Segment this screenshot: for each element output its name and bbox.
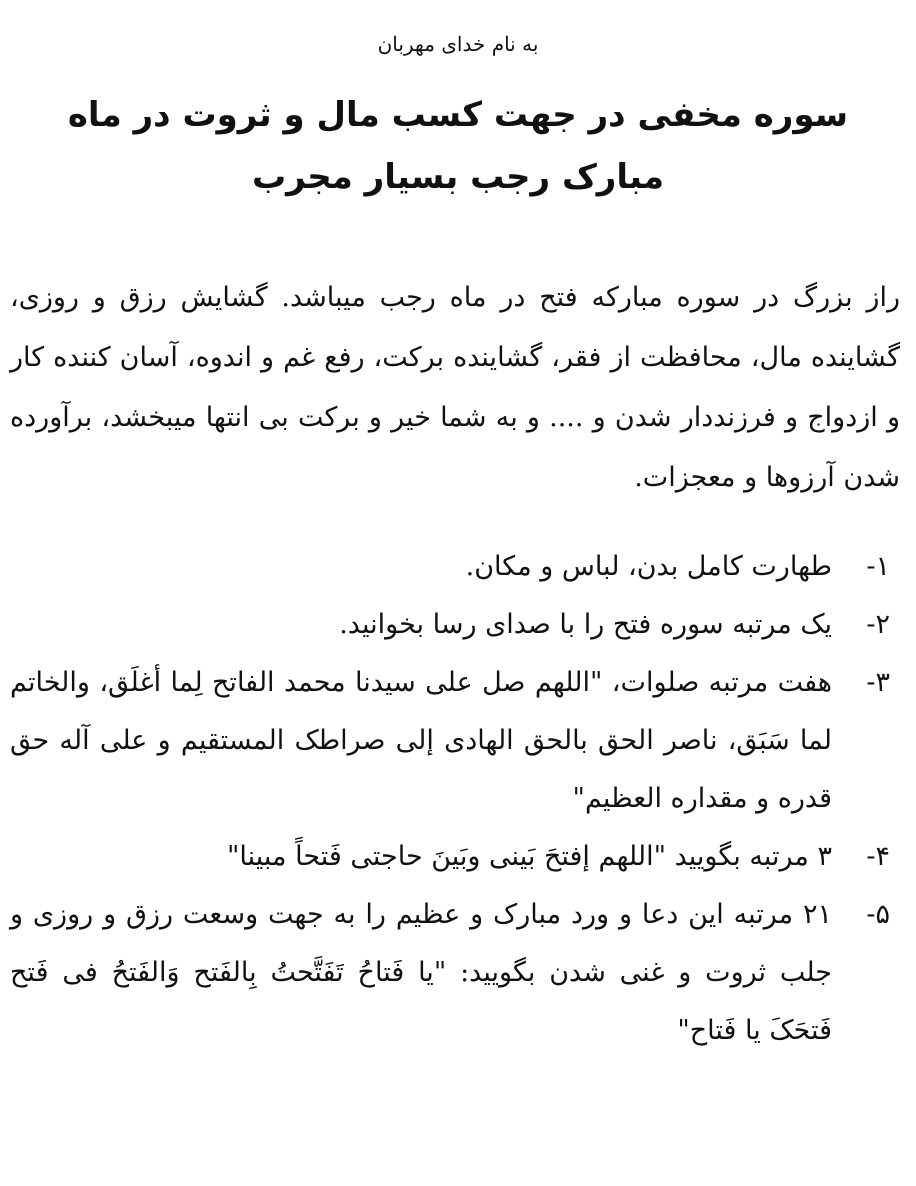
list-item <box>10 538 900 596</box>
step-text: طهارت کامل بدن، لباس و مکان. <box>465 551 832 582</box>
step-number: ۴- <box>866 841 890 872</box>
list-item <box>10 654 900 828</box>
step-number: ۱- <box>866 551 890 582</box>
intro-paragraph: راز بزرگ در سوره مبارکه فتح در ماه رجب میباشد. گشایش رزق و روزی، گشاینده مال، محافظت از فقر، گشاینده برکت، رفع غم و اندوه، آسان کننده کار و ازدواج و فرزنددار شدن و .... و به شما خیر و برکت بی انتها میبخشد، برآورده شدن آرزوها و معجزات. <box>10 282 900 493</box>
step-text: ۲۱ مرتبه این دعا و ورد مبارک و عظیم را به جهت وسعت رزق و روزی و جلب ثروت و غنی شدن بگویید: "یا فَتاحُ تَفَتَّحتُ بِالفَتح وَالفَتحُ فی فَتح فَتحَکَ یا فَتاح" <box>10 899 832 1046</box>
list-item <box>10 886 900 1060</box>
list-item <box>10 828 900 886</box>
step-text: ۳ مرتبه بگویید "اللهم إفتحَ بَینی وبَینَ حاجتی فَتحاً مبینا" <box>226 841 832 872</box>
document-title: سوره مخفی در جهت کسب مال و ثروت در ماه مبارک رجب بسیار مجرب <box>67 95 849 197</box>
step-number: ۲- <box>866 609 890 640</box>
basmala-heading: به نام خدای مهربان <box>377 32 539 56</box>
step-text: هفت مرتبه صلوات، "اللهم صل علی سیدنا محمد الفاتح لِما أغلَق، والخاتم لما سَبَق، ناصر الحق بالحق الهادی إلی صراطک المستقیم و علی آله حق قدره و مقداره العظیم" <box>10 667 832 814</box>
list-item <box>10 596 900 654</box>
steps-list <box>10 538 900 1060</box>
step-text: یک مرتبه سوره فتح را با صدای رسا بخوانید. <box>339 609 832 640</box>
step-number: ۵- <box>866 899 890 930</box>
step-number: ۳- <box>866 667 890 698</box>
